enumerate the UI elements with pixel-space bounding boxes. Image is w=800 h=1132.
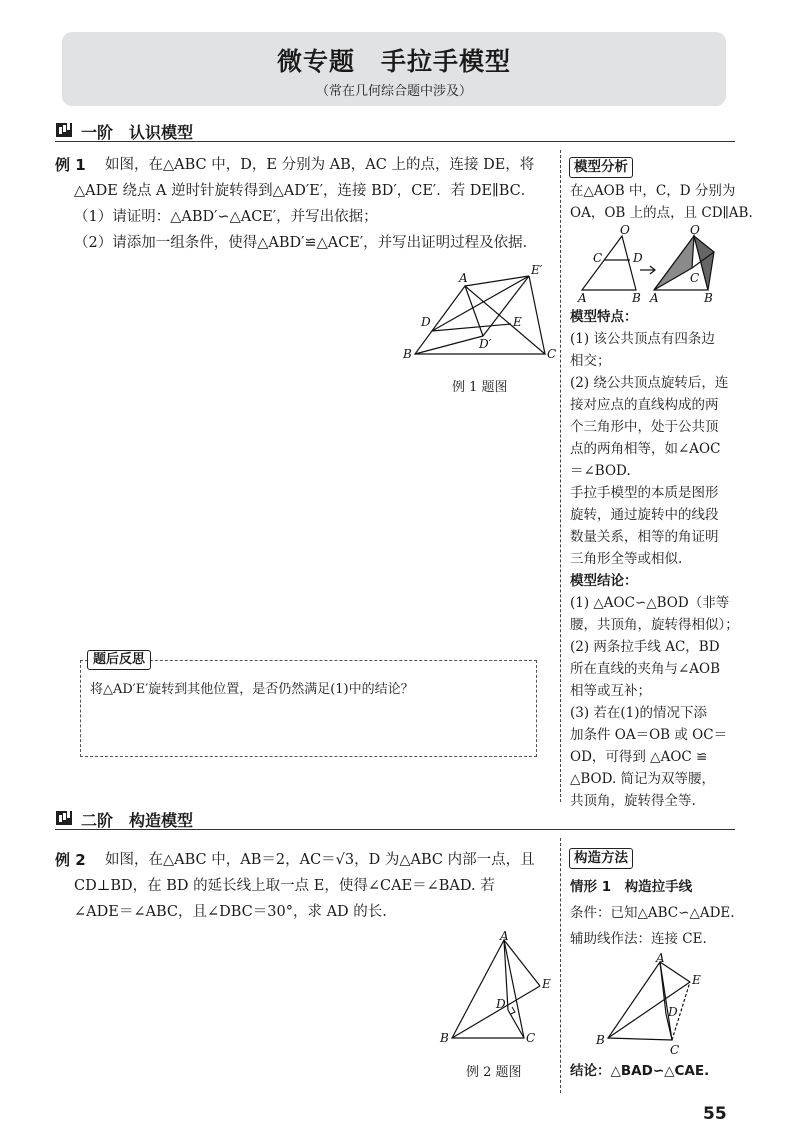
conclusion-line: 腰，共顶角，旋转得相似）； [570, 617, 739, 633]
ex2-label-e: E [542, 977, 551, 991]
example-2-line-2: CD⊥BD，在 BD 的延长线上取一点 E，使得∠CAE＝∠BAD. 若 [74, 878, 495, 894]
ex2-label-d: D [496, 997, 506, 1011]
ex2-label-b: B [440, 1031, 449, 1045]
feature-line: 点的两角相等，如∠AOC [570, 441, 721, 457]
fig-label-o: O [620, 224, 630, 237]
model-analysis-tag: 模型分析 [569, 157, 633, 178]
fig-label-c-2: C [690, 271, 700, 285]
example-2-body [74, 873, 495, 925]
label-e-prime: E′ [531, 263, 543, 277]
section-2-heading [55, 808, 735, 830]
feature-line: (2) 绕公共顶点旋转后，连 [570, 375, 729, 391]
feature-line: 三角形全等或相似. [570, 551, 683, 567]
shaded-triangle-aoc [654, 236, 694, 290]
feature-line: 相交； [570, 353, 611, 369]
fig-label-a: A [578, 291, 587, 305]
example-1-line-2: △ADE 绕点 A 逆时针旋转得到△AD′E′，连接 BD′，CE′．若 DE∥BC． [74, 183, 536, 199]
page-subtitle: （常在几何综合题中涉及） [315, 84, 472, 99]
features-title: 模型特点： [570, 309, 638, 325]
c-label-b: B [596, 1033, 605, 1047]
label-b: B [403, 347, 412, 361]
bar-chart-icon [56, 811, 72, 825]
c-label-d: D [668, 1005, 678, 1019]
title-banner [62, 32, 726, 106]
segment-ae-3 [660, 962, 690, 982]
example-1-figure [395, 262, 560, 370]
segment-bd-prime [415, 336, 483, 354]
example-1-line-4: （2）请添加一组条件，使得△ABD′≌△ACE′，并写出证明过程及依据． [74, 235, 538, 251]
feature-line: 手拉手模型的本质是图形 [570, 485, 719, 501]
fig-label-b-2: B [704, 291, 713, 305]
construction-conclusion-wrap [570, 1060, 740, 1082]
example-2-label: 例 2 [55, 851, 86, 869]
example-1-body [74, 178, 537, 256]
feature-line: 个三角形中，处于公共顶 [570, 419, 719, 435]
example-1-line-3: （1）请证明：△ABD′∽△ACE′，并写出依据； [74, 209, 378, 225]
label-d: D [421, 315, 431, 329]
column-divider-2 [560, 838, 561, 1093]
feature-line: 接对应点的直线构成的两 [570, 397, 719, 413]
feature-line: (1) 该公共顶点有四条边 [570, 331, 715, 347]
fig-label-c: C [593, 251, 603, 265]
triangle-abc-2 [452, 940, 524, 1038]
intro-line-2: OA，OB 上的点，且 CD∥AB. [570, 205, 753, 221]
reflection-tag: 题后反思 [87, 650, 151, 670]
page-number: 55 [703, 1104, 727, 1124]
feature-line: 数量关系，相等的角证明 [570, 529, 719, 545]
conclusion-line: OD，可得到 △AOC ≌ [570, 749, 708, 765]
conclusion-title: 模型结论： [570, 573, 638, 589]
reflection-box [80, 660, 537, 757]
c-label-a: A [656, 952, 665, 965]
intro-line-1: 在△AOB 中，C，D 分别为 [570, 183, 736, 199]
segment-be-3 [608, 982, 690, 1038]
segment-ae [504, 940, 540, 986]
fig-label-b: B [632, 291, 641, 305]
label-e: E [513, 315, 522, 329]
reflection-text: 将△AD′E′旋转到其他位置，是否仍然满足(1)中的结论？ [90, 682, 414, 697]
case-title: 情形 1 构造拉手线 [570, 879, 693, 895]
example-1-caption: 例 1 题图 [452, 380, 508, 395]
feature-line: 旋转，通过旋转中的线段 [570, 507, 719, 523]
label-d-prime: D′ [479, 337, 492, 351]
construction-method-text [570, 874, 740, 952]
label-c: C [547, 347, 557, 361]
conclusion-line: (3) 若在(1)的情况下添 [570, 705, 708, 721]
case-condition: 条件：已知△ABC∽△ADE. [570, 905, 735, 921]
example-2-line-3: ∠ADE＝∠ABC，且∠DBC＝30°，求 AD 的长. [74, 904, 387, 920]
triangle-aob [582, 236, 636, 290]
segment-d-prime-e-prime [483, 276, 529, 336]
construction-method-tag: 构造方法 [569, 848, 633, 869]
c-label-e: E [692, 973, 701, 987]
conclusion-line: 所在直线的夹角与∠AOB [570, 661, 721, 677]
section-1-heading [55, 120, 735, 142]
conclusion-line: (2) 两条拉手线 AC，BD [570, 639, 720, 655]
example-1-line-1: 如图，在△ABC 中，D，E 分别为 AB，AC 上的点，连接 DE，将 [105, 157, 535, 173]
bar-chart-icon [56, 123, 72, 137]
model-analysis-figure [570, 224, 730, 306]
model-features [570, 306, 740, 812]
ex2-label-c: C [526, 1031, 536, 1045]
section-1-title: 一阶 认识模型 [81, 123, 194, 142]
fig-label-d: D [633, 251, 643, 265]
conclusion-line: △BOD. 简记为双等腰， [570, 771, 716, 787]
right-angle-mark [511, 1007, 515, 1014]
case-aux-line: 辅助线作法：连接 CE. [570, 931, 707, 947]
model-analysis-intro [570, 180, 753, 224]
ex2-label-a: A [500, 930, 509, 943]
c-label-c: C [670, 1043, 680, 1056]
construction-figure [592, 952, 712, 1056]
segment-de [432, 324, 511, 331]
conclusion-line: 加条件 OA＝OB 或 OC＝ [570, 727, 728, 743]
conclusion-line: (1) △AOC∽△BOD（非等 [570, 595, 730, 611]
conclusion-line: 相等或互补； [570, 683, 651, 699]
feature-line: ＝∠BOD. [570, 463, 631, 479]
example-2-figure [430, 930, 560, 1050]
label-a: A [459, 271, 468, 285]
page-title: 微专题 手拉手模型 [276, 47, 511, 76]
fig-label-o-2: O [690, 224, 700, 237]
example-2-caption: 例 2 题图 [466, 1065, 522, 1080]
conclusion-line: 共顶角，旋转得全等. [570, 793, 696, 809]
fig-label-a-2: A [650, 291, 659, 305]
example-2-line-1: 如图，在△ABC 中，AB＝2，AC＝√3，D 为△ABC 内部一点，且 [105, 852, 535, 868]
section-2-title: 二阶 构造模型 [81, 811, 194, 830]
column-divider-1 [560, 150, 561, 802]
construction-conclusion: 结论：△BAD∽△CAE. [570, 1063, 710, 1079]
example-1-label: 例 1 [55, 156, 86, 174]
segment-ad-3 [660, 962, 666, 1014]
